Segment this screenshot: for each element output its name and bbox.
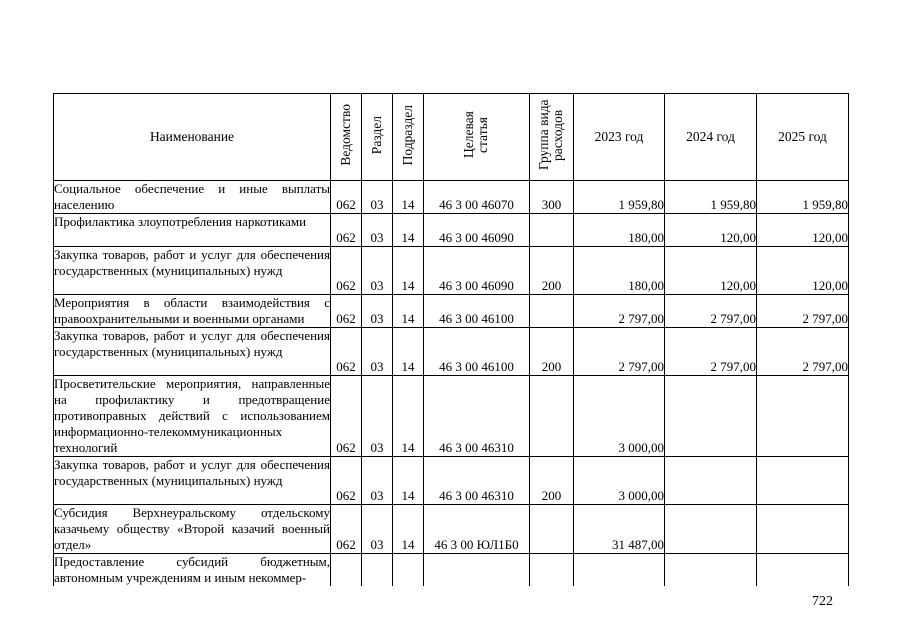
- row-celevaya: 46 3 00 46100: [424, 295, 530, 328]
- row-2023: 2 797,00: [574, 328, 665, 376]
- row-2024: 120,00: [665, 214, 757, 247]
- row-2024: 1 959,80: [665, 181, 757, 214]
- row-name: Субсидия Верхнеуральскому отдельскому казачьему обществу «Второй казачий военный отдел»: [54, 505, 330, 552]
- row-2024: 2 797,00: [665, 328, 757, 376]
- row-vedomstvo: 062: [331, 181, 362, 214]
- row-gruppa: 300: [530, 181, 574, 214]
- row-gruppa: 200: [530, 247, 574, 295]
- row-razdel: 03: [362, 295, 393, 328]
- row-celevaya: 46 3 00 46310: [424, 376, 530, 457]
- row-podrazdel: 14: [393, 328, 424, 376]
- row-2024: [665, 554, 757, 587]
- row-name: Закупка товаров, работ и услуг для обеспечения государственных (муниципальных) нужд: [54, 328, 331, 376]
- header-2024: 2024 год: [665, 94, 757, 181]
- table-row: [54, 457, 849, 505]
- table-row: [54, 295, 849, 328]
- row-podrazdel: 14: [393, 295, 424, 328]
- row-gruppa: [530, 214, 574, 247]
- row-gruppa: [530, 554, 574, 587]
- row-2024: [665, 376, 757, 457]
- row-2023: 1 959,80: [574, 181, 665, 214]
- table-row: [54, 328, 849, 376]
- table-row: [54, 505, 849, 554]
- header-gruppa: Группа вида расходов: [530, 94, 574, 181]
- row-gruppa: 200: [530, 457, 574, 505]
- row-razdel: 03: [362, 457, 393, 505]
- row-vedomstvo: 062: [331, 295, 362, 328]
- row-podrazdel: 14: [393, 457, 424, 505]
- row-celevaya: [424, 554, 530, 587]
- row-podrazdel: 14: [393, 505, 424, 554]
- row-2025: [757, 505, 849, 554]
- row-name: Предоставление субсидий бюджетным, автономным учреждениям и иным некоммер-: [54, 554, 330, 585]
- header-name: Наименование: [54, 94, 331, 181]
- row-2023: 180,00: [574, 247, 665, 295]
- row-2025: [757, 376, 849, 457]
- row-celevaya: 46 3 00 46090: [424, 214, 530, 247]
- row-razdel: [362, 554, 393, 587]
- row-celevaya: 46 3 00 46310: [424, 457, 530, 505]
- row-celevaya: 46 3 00 ЮЛ1Б0: [424, 505, 530, 554]
- row-2023: [574, 554, 665, 587]
- row-podrazdel: 14: [393, 181, 424, 214]
- row-podrazdel: [393, 554, 424, 587]
- row-vedomstvo: 062: [331, 376, 362, 457]
- header-2023: 2023 год: [574, 94, 665, 181]
- row-2024: [665, 457, 757, 505]
- row-vedomstvo: 062: [331, 247, 362, 295]
- row-vedomstvo: [331, 554, 362, 587]
- row-name: Мероприятия в области взаимодействия с правоохранительными и военными органами: [54, 295, 330, 326]
- header-vedomstvo: Ведомство: [331, 94, 362, 181]
- table-row: [54, 376, 849, 457]
- row-name: Закупка товаров, работ и услуг для обеспечения государственных (муниципальных) нужд: [54, 247, 331, 295]
- table-row: [54, 247, 849, 295]
- row-name: Закупка товаров, работ и услуг для обеспечения государственных (муниципальных) нужд: [54, 457, 331, 505]
- row-name: Просветительские мероприятия, направленные на профилактику и предотвращение противоправных действий с использованием информационно-телекоммуникационных технологий: [54, 376, 330, 455]
- row-podrazdel: 14: [393, 376, 424, 457]
- header-podrazdel: Подраздел: [393, 94, 424, 181]
- page-number: 722: [812, 594, 833, 609]
- row-2025: [757, 457, 849, 505]
- row-podrazdel: 14: [393, 214, 424, 247]
- row-2023: 2 797,00: [574, 295, 665, 328]
- budget-table: [53, 93, 849, 586]
- header-2025: 2025 год: [757, 94, 849, 181]
- row-vedomstvo: 062: [331, 328, 362, 376]
- row-2025: 1 959,80: [757, 181, 849, 214]
- row-2023: 3 000,00: [574, 376, 665, 457]
- table-row: [54, 554, 849, 587]
- row-razdel: 03: [362, 181, 393, 214]
- row-name: Социальное обеспечение и иные выплаты населению: [54, 181, 330, 212]
- row-gruppa: [530, 295, 574, 328]
- table-row: [54, 214, 849, 247]
- header-celevaya: Целевая статья: [424, 94, 530, 181]
- row-razdel: 03: [362, 214, 393, 247]
- row-vedomstvo: 062: [331, 505, 362, 554]
- row-2025: [757, 554, 849, 587]
- row-2024: 120,00: [665, 247, 757, 295]
- row-2023: 3 000,00: [574, 457, 665, 505]
- header-row: [54, 94, 849, 181]
- row-gruppa: 200: [530, 328, 574, 376]
- row-razdel: 03: [362, 376, 393, 457]
- header-razdel: Раздел: [362, 94, 393, 181]
- row-celevaya: 46 3 00 46100: [424, 328, 530, 376]
- row-podrazdel: 14: [393, 247, 424, 295]
- row-celevaya: 46 3 00 46090: [424, 247, 530, 295]
- row-2024: [665, 505, 757, 554]
- row-2023: 31 487,00: [574, 505, 665, 554]
- row-2024: 2 797,00: [665, 295, 757, 328]
- row-gruppa: [530, 505, 574, 554]
- row-razdel: 03: [362, 328, 393, 376]
- row-name: Профилактика злоупотребления наркотиками: [54, 214, 331, 247]
- row-gruppa: [530, 376, 574, 457]
- row-razdel: 03: [362, 505, 393, 554]
- row-celevaya: 46 3 00 46070: [424, 181, 530, 214]
- row-razdel: 03: [362, 247, 393, 295]
- row-2025: 2 797,00: [757, 295, 849, 328]
- row-2025: 120,00: [757, 214, 849, 247]
- row-2023: 180,00: [574, 214, 665, 247]
- row-vedomstvo: 062: [331, 214, 362, 247]
- row-vedomstvo: 062: [331, 457, 362, 505]
- row-2025: 2 797,00: [757, 328, 849, 376]
- table-row: [54, 181, 849, 214]
- row-2025: 120,00: [757, 247, 849, 295]
